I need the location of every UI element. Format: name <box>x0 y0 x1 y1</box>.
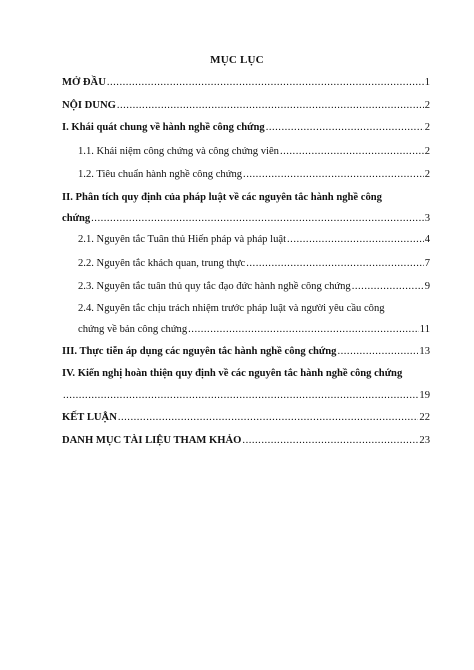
toc-entry-text-line1: IV. Kiến nghị hoàn thiện quy định về các nguyên tắc hành nghề công chứng <box>62 368 403 379</box>
dot-leader <box>188 323 419 337</box>
toc-page-number: 2 <box>424 169 430 180</box>
toc-page-number: 4 <box>424 234 430 245</box>
toc-entry-text: NỘI DUNG <box>62 100 116 111</box>
toc-page-number: 3 <box>424 213 430 224</box>
toc-entry-2-3[interactable] <box>78 280 430 294</box>
toc-entry-text-line1: 2.4. Nguyên tắc chịu trách nhiệm trước pháp luật và người yêu cầu công <box>78 303 385 314</box>
dot-leader <box>91 212 424 226</box>
dot-leader <box>117 99 424 113</box>
toc-entry-text: 1.1. Khái niệm công chứng và công chứng viên <box>78 146 279 157</box>
dot-leader <box>337 345 418 359</box>
toc-entry-2-1[interactable] <box>78 233 430 247</box>
toc-page-number: 2 <box>424 100 430 111</box>
dot-leader <box>63 389 418 403</box>
toc-entry-noi-dung[interactable] <box>62 99 430 113</box>
dot-leader <box>246 257 423 271</box>
dot-leader <box>107 76 424 90</box>
toc-entry-1-1[interactable] <box>78 145 430 159</box>
toc-entry-section-3[interactable] <box>62 345 430 359</box>
toc-entry-2-4[interactable] <box>78 302 430 337</box>
toc-entry-2-2[interactable] <box>78 257 430 271</box>
toc-entry-text-line2: chứng về bản công chứng <box>78 324 188 335</box>
toc-entry-text: KẾT LUẬN <box>62 412 117 423</box>
dot-leader <box>266 121 424 135</box>
toc-entry-text-line2: chứng <box>62 213 91 224</box>
toc-entry-section-4[interactable] <box>62 367 430 403</box>
toc-page-number: 2 <box>424 146 430 157</box>
toc-entry-section-1[interactable] <box>62 121 430 135</box>
toc-page-number: 23 <box>419 435 430 446</box>
toc-entry-1-2[interactable] <box>78 168 430 182</box>
dot-leader <box>118 411 419 425</box>
toc-page-number: 22 <box>419 412 430 423</box>
toc-entry-mo-dau[interactable] <box>62 76 430 90</box>
toc-entry-text: 1.2. Tiêu chuẩn hành nghề công chứng <box>78 169 243 180</box>
toc-entry-text: III. Thực tiễn áp dụng các nguyên tắc hành nghề công chứng <box>62 346 337 357</box>
toc-page-number: 9 <box>424 281 430 292</box>
toc-entry-ket-luan[interactable] <box>62 411 430 425</box>
toc-entry-text-line1: II. Phân tích quy định của pháp luật về các nguyên tắc hành nghề công <box>62 192 382 203</box>
dot-leader <box>242 434 418 448</box>
dot-leader <box>352 280 424 294</box>
toc-entry-text: 2.1. Nguyên tắc Tuân thủ Hiến pháp và pháp luật <box>78 234 287 245</box>
toc-entry-text: 2.2. Nguyên tắc khách quan, trung thực <box>78 258 246 269</box>
toc-page-number: 2 <box>424 122 430 133</box>
toc-entry-text: DANH MỤC TÀI LIỆU THAM KHẢO <box>62 435 242 446</box>
toc-entry-references[interactable] <box>62 434 430 448</box>
toc-entry-text: I. Khái quát chung về hành nghề công chứng <box>62 122 265 133</box>
toc-title: MỤC LỤC <box>210 54 264 66</box>
dot-leader <box>243 168 424 182</box>
dot-leader <box>287 233 424 247</box>
toc-entry-text: MỞ ĐẦU <box>62 77 106 88</box>
toc-page-number: 1 <box>424 77 430 88</box>
toc-entry-text: 2.3. Nguyên tắc tuân thủ quy tắc đạo đức hành nghề công chứng <box>78 281 351 292</box>
toc-page-number: 13 <box>419 346 430 357</box>
dot-leader <box>280 145 424 159</box>
toc-page-number: 7 <box>424 258 430 269</box>
toc-page-number: 11 <box>419 324 430 335</box>
toc-page-number: 19 <box>419 390 430 401</box>
toc-entry-section-2[interactable] <box>62 191 430 226</box>
